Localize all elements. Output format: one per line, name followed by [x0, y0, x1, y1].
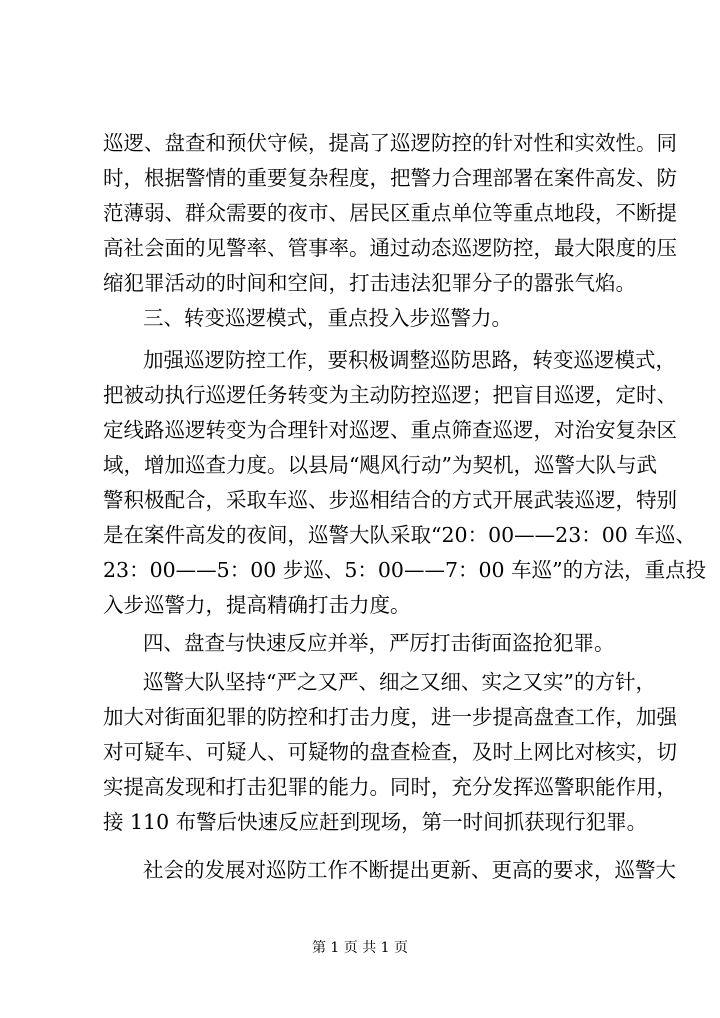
section-heading: 四、盘查与快速反应并举，严厉打击街面盗抢犯罪。: [143, 631, 615, 655]
text-line: 对可疑车、可疑人、可疑物的盘查检查，及时上网比对核实，切: [103, 740, 677, 764]
text-line: 警积极配合，采取车巡、步巡相结合的方式开展武装巡逻，特别: [103, 488, 677, 512]
text-line: 缩犯罪活动的时间和空间，打击违法犯罪分子的嚣张气焰。: [103, 271, 636, 295]
text-line: 入步巡警力，提高精确打击力度。: [103, 593, 411, 617]
text-line: 定线路巡逻转变为合理针对巡逻、重点筛查巡逻，对治安复杂区: [103, 418, 677, 442]
text-line: 加强巡逻防控工作，要积极调整巡防思路，转变巡逻模式，: [143, 348, 676, 372]
text-line: 23：00——5：00 步巡、5：00——7：00 车巡”的方法，重点投: [103, 558, 707, 582]
text-line: 巡逻、盘查和预伏守候，提高了巡逻防控的针对性和实效性。同: [103, 131, 677, 155]
page-footer: 第 1 页 共 1 页: [311, 940, 409, 956]
text-line: 实提高发现和打击犯罪的能力。同时，充分发挥巡警职能作用，: [103, 775, 677, 799]
text-line: 巡警大队坚持“严之又严、细之又细、实之又实”的方针，: [143, 670, 656, 694]
section-heading: 三、转变巡逻模式，重点投入步巡警力。: [143, 306, 512, 330]
text-line: 范薄弱、群众需要的夜市、居民区重点单位等重点地段，不断提: [103, 201, 677, 225]
text-line: 加大对街面犯罪的防控和打击力度，进一步提高盘查工作，加强: [103, 705, 677, 729]
text-line: 把被动执行巡逻任务转变为主动防控巡逻；把盲目巡逻，定时、: [103, 383, 677, 407]
text-line: 时，根据警情的重要复杂程度，把警力合理部署在案件高发、防: [103, 166, 677, 190]
text-line: 高社会面的见警率、管事率。通过动态巡逻防控，最大限度的压: [103, 236, 677, 260]
text-line: 接 110 布警后快速反应赶到现场，第一时间抓获现行犯罪。: [103, 810, 648, 834]
text-line: 是在案件高发的夜间，巡警大队采取“20：00——23：00 车巡、: [103, 523, 696, 547]
text-line: 域，增加巡查力度。以县局“飓风行动”为契机，巡警大队与武: [103, 453, 657, 477]
text-line: 社会的发展对巡防工作不断提出更新、更高的要求，巡警大: [143, 858, 676, 882]
